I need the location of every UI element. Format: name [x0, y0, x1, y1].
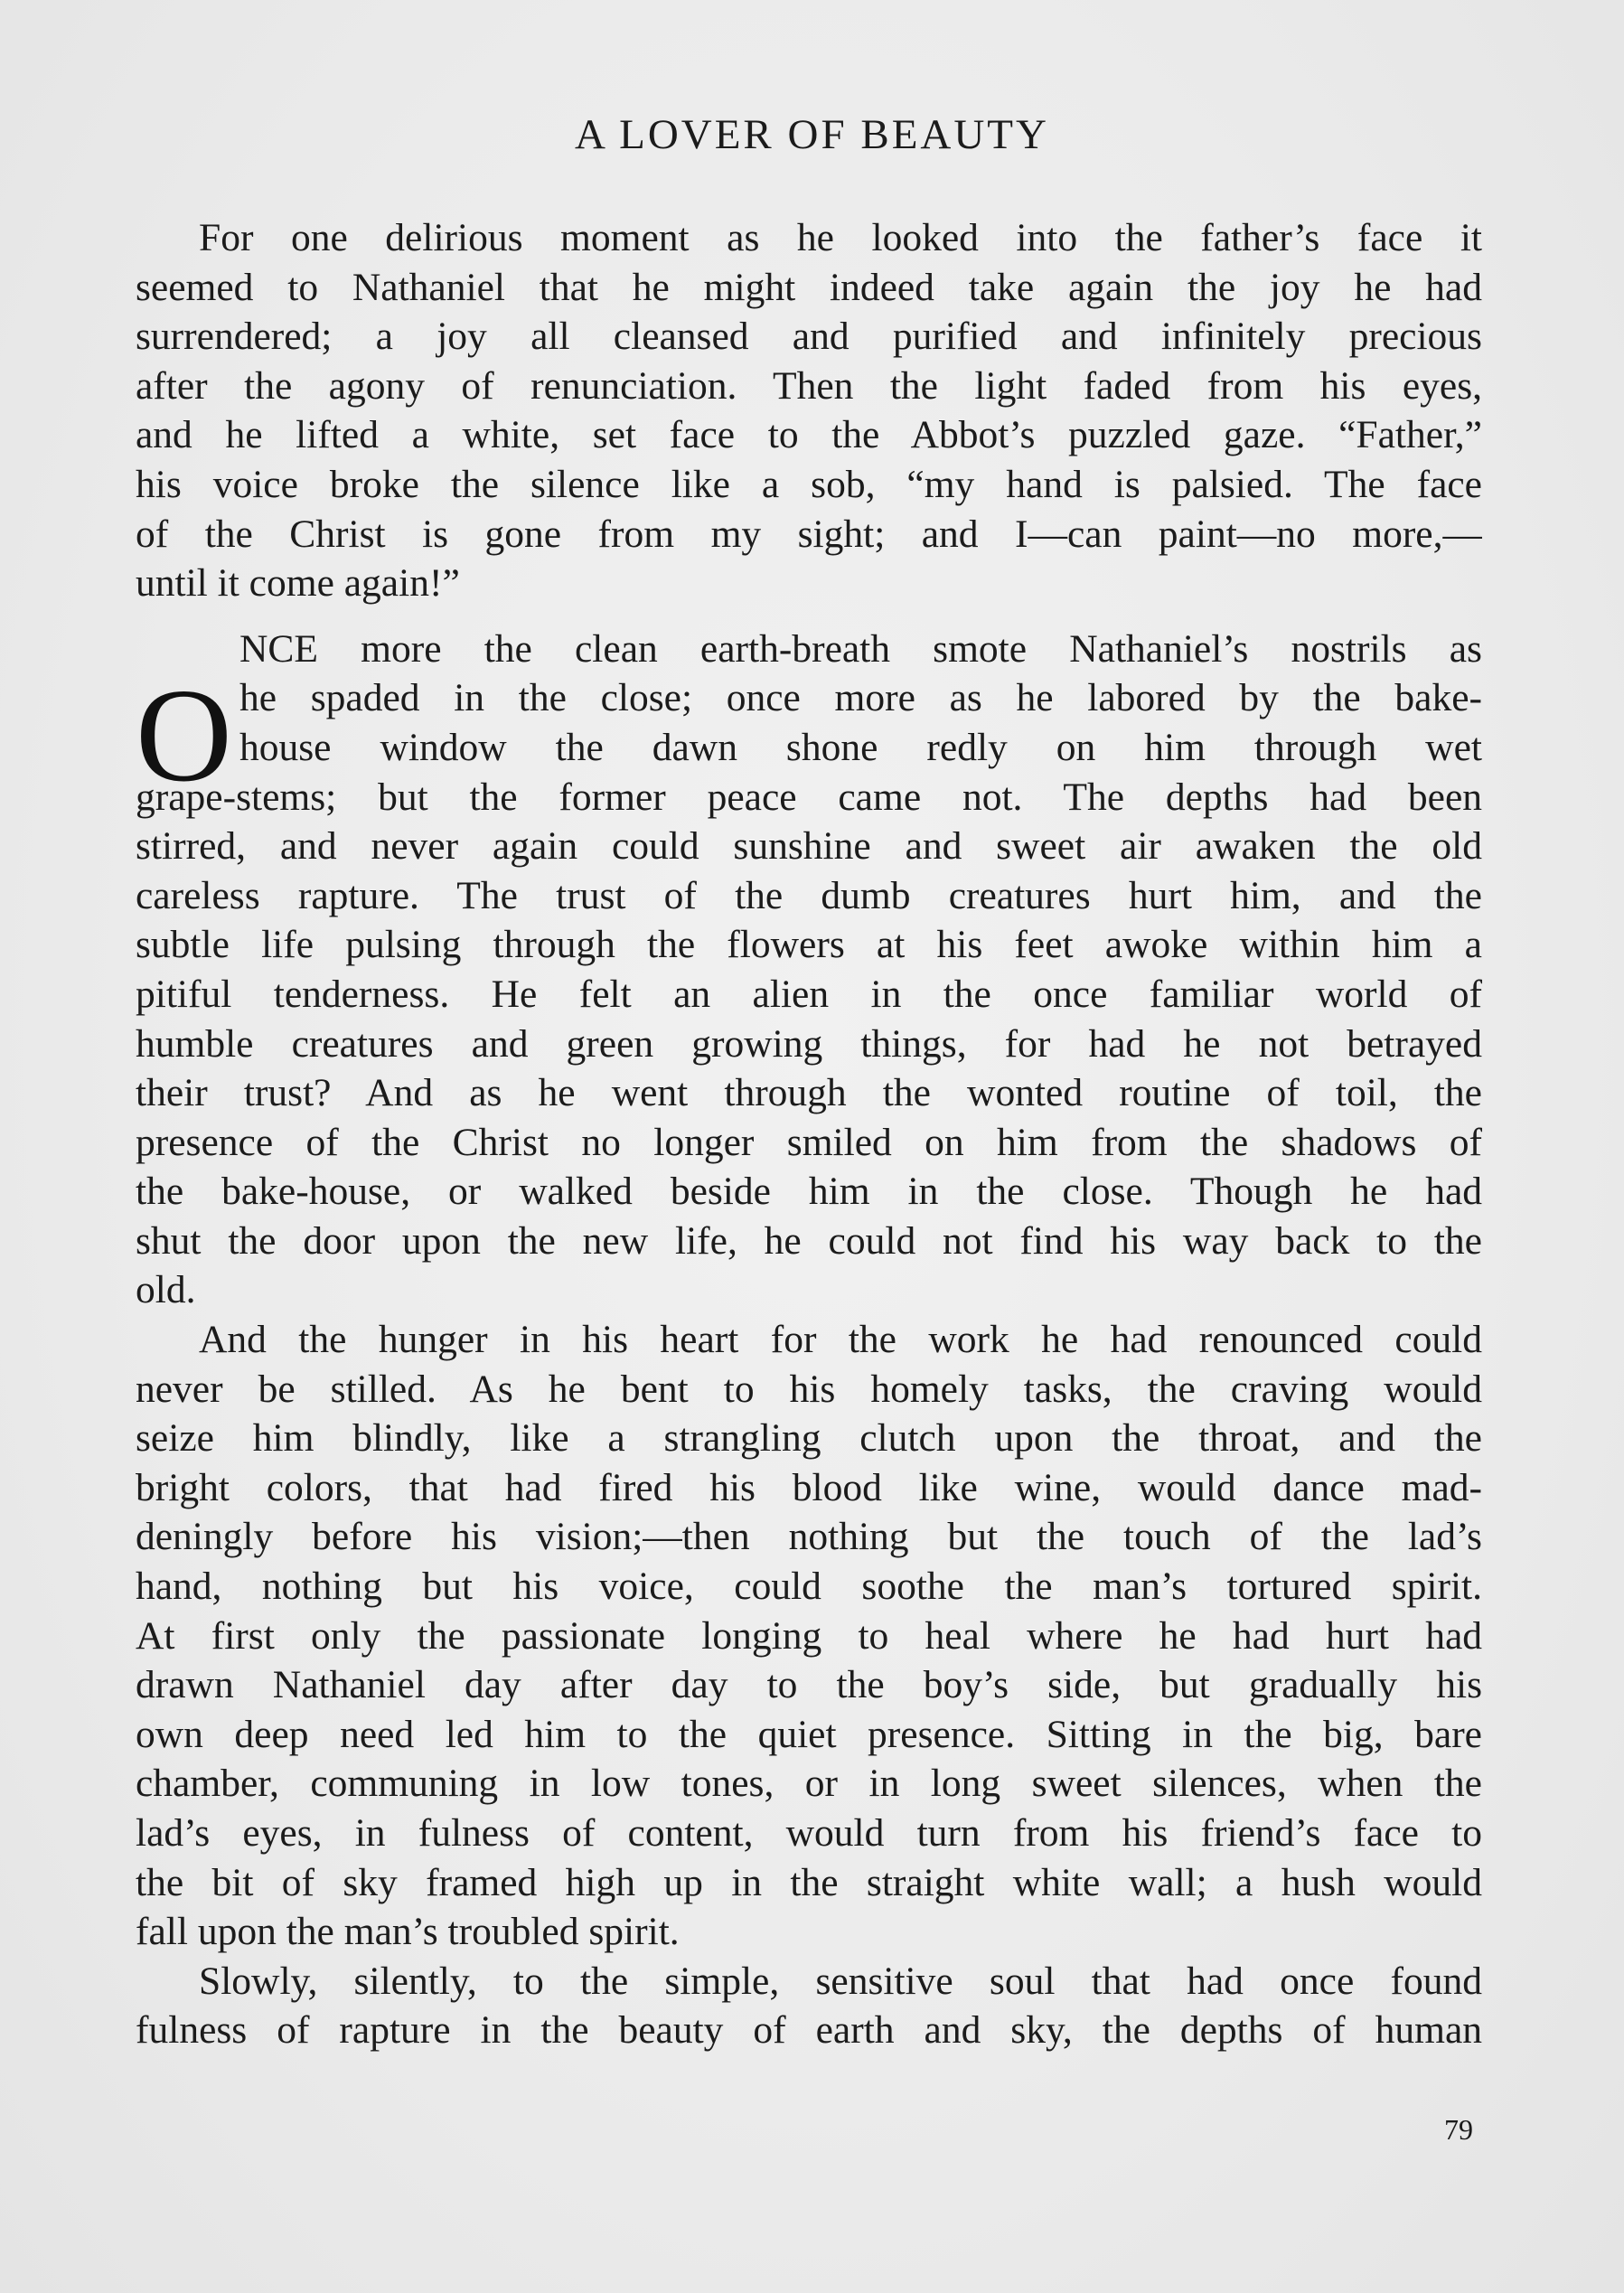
paragraph [136, 213, 1482, 608]
text-line: careless rapture. The trust of the dumb creatures hurt him, and the [136, 873, 1482, 917]
text-line: bright colors, that had fired his blood like wine, would dance mad- [136, 1465, 1482, 1509]
text-line: his voice broke the silence like a sob, “my hand is palsied. The face [136, 462, 1482, 506]
running-head: A LOVER OF BEAUTY [575, 111, 1049, 158]
text-line: old. [136, 1268, 196, 1312]
text-line: stirred, and never again could sunshine and sweet air awaken the old [136, 824, 1482, 869]
text-line: NCE more the clean earth-breath smote Nathaniel’s nostrils as [239, 626, 1482, 671]
text-line: drawn Nathaniel day after day to the boy’s side, but gradually his [136, 1663, 1482, 1707]
text-line: Slowly, silently, to the simple, sensitive soul that had once found [199, 1959, 1482, 2003]
text-line: humble creatures and green growing things, for had he not betrayed [136, 1021, 1482, 1066]
text-line: lad’s eyes, in fulness of content, would turn from his friend’s face to [136, 1811, 1482, 1855]
text-line: fall upon the man’s troubled spirit. [136, 1910, 680, 1954]
text-line: of the Christ is gone from my sight; and I—can paint—no more,— [136, 512, 1482, 556]
text-line: until it come again!” [136, 561, 460, 606]
body-text [136, 213, 1482, 2055]
text-line: For one delirious moment as he looked into the father’s face it [199, 216, 1482, 259]
text-line: seemed to Nathaniel that he might indeed take again the joy he had [136, 265, 1482, 309]
text-line: never be stilled. As he bent to his homely tasks, the craving would [136, 1367, 1482, 1411]
text-line: their trust? And as he went through the wonted routine of toil, the [136, 1071, 1482, 1115]
text-line: after the agony of renunciation. Then the light faded from his eyes, [136, 363, 1482, 408]
text-line: the bit of sky framed high up in the straight white wall; a hush would [136, 1860, 1482, 1904]
paragraph [136, 1957, 1482, 2055]
page-number: 79 [1444, 2113, 1473, 2146]
text-line: hand, nothing but his voice, could soothe the man’s tortured spirit. [136, 1565, 1482, 1609]
text-line: surrendered; a joy all cleansed and purified and infinitely precious [136, 315, 1482, 359]
paragraph [136, 625, 1482, 1315]
text-line: own deep need led him to the quiet presence. Sitting in the big, bare [136, 1712, 1482, 1756]
text-line: the bake-house, or walked beside him in the close. Though he had [136, 1170, 1482, 1214]
text-line: deningly before his vision;—then nothing but the touch of the lad’s [136, 1515, 1482, 1559]
text-line: And the hunger in his heart for the work he had renounced could [199, 1318, 1482, 1362]
text-line: shut the door upon the new life, he could not find his way back to the [136, 1218, 1482, 1263]
text-line: seize him blindly, like a strangling clutch upon the throat, and the [136, 1416, 1482, 1461]
text-line: subtle life pulsing through the flowers at his feet awoke within him a [136, 923, 1482, 967]
text-line: chamber, communing in low tones, or in long sweet silences, when the [136, 1762, 1482, 1806]
text-line: he spaded in the close; once more as he labored by the bake- [239, 676, 1482, 720]
text-line: presence of the Christ no longer smiled on him from the shadows of [136, 1120, 1482, 1164]
paragraph [136, 1315, 1482, 1957]
text-line: fulness of rapture in the beauty of earth and sky, the depths of human [136, 2008, 1482, 2053]
text-line: At first only the passionate longing to heal where he had hurt had [136, 1613, 1482, 1658]
text-line: grape-stems; but the former peace came not. The depths had been [136, 775, 1482, 819]
text-line: pitiful tenderness. He felt an alien in the once familiar world of [136, 972, 1482, 1016]
text-line: and he lifted a white, set face to the Abbot’s puzzled gaze. “Father,” [136, 413, 1482, 457]
text-line: house window the dawn shone redly on him through wet [239, 725, 1482, 769]
drop-cap: O [136, 662, 232, 810]
